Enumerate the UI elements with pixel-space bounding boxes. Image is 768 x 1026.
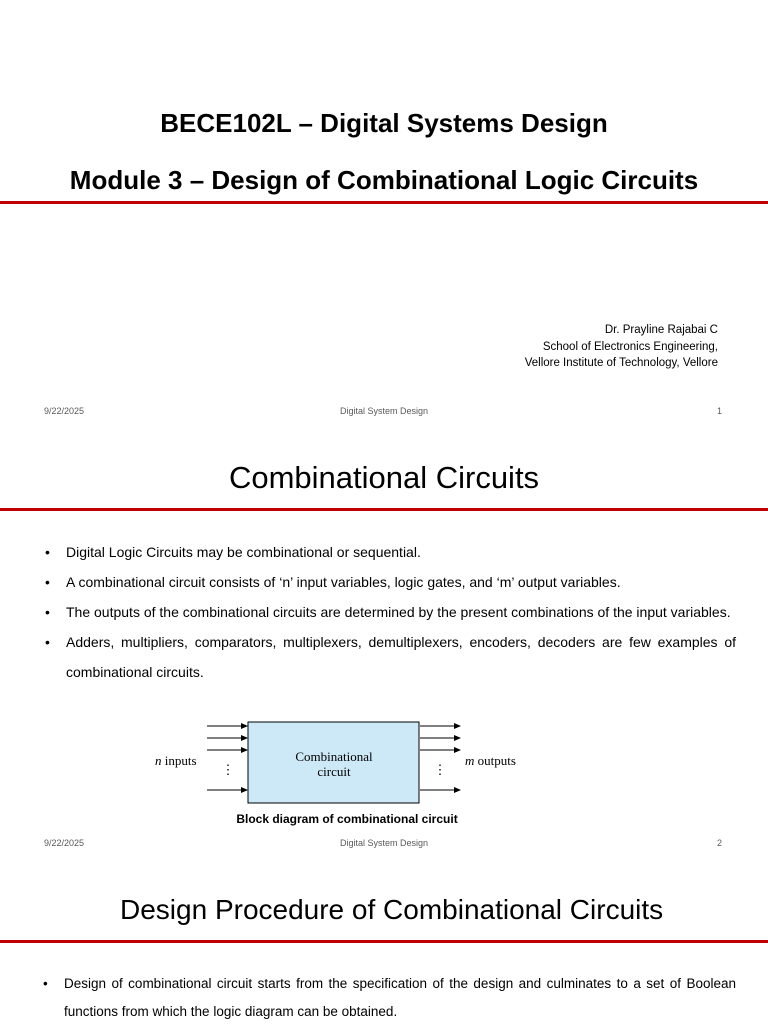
footer-title: Digital System Design [339,838,429,848]
author-institute: Vellore Institute of Technology, Vellore [524,357,718,369]
author-name: Dr. Prayline Rajabai C [604,324,718,336]
course-title: BECE102L – Digital Systems Design [160,108,608,138]
slide-3 [0,864,768,1024]
module-title: Module 3 – Design of Combinational Logic Circuits [69,165,699,195]
input-ellipsis: ⋮ [221,762,235,777]
footer-page-number: 1 [716,406,722,416]
bullet-item: • The outputs of the combinational circuits are determined by the present combinations of the input variables. [42,597,736,627]
inputs-label: n inputs [155,753,197,768]
output-ellipsis: ⋮ [433,762,447,777]
slide-1 [0,0,768,432]
footer-page-number: 2 [716,838,722,848]
title-rule [0,201,768,204]
title-rule [0,940,768,943]
bullet-list [40,970,736,1026]
box-label-line2: circuit [317,764,351,779]
title-rule [0,508,768,511]
outputs-label: m outputs [465,753,516,768]
diagram-caption: Block diagram of combinational circuit [236,812,458,826]
author-block [525,322,718,372]
bullet-item: • Digital Logic Circuits may be combinational or sequential. [42,537,736,567]
footer-date: 9/22/2025 [44,406,85,416]
block-diagram [150,720,530,808]
slide-2 [0,432,768,864]
box-label-line1: Combinational [295,749,373,764]
output-arrows [420,726,460,790]
slide-title: Combinational Circuits [228,460,540,495]
bullet-item: • A combinational circuit consists of ‘n’ input variables, logic gates, and ‘m’ output variables. [42,567,736,597]
bullet-item: • Design of combinational circuit starts from the specification of the design and culminates to a set of Boolean functions from which the logic diagram can be obtained. [40,970,736,1026]
footer-title: Digital System Design [339,406,429,416]
footer-date: 9/22/2025 [44,838,85,848]
bullet-item: • Adders, multipliers, comparators, multiplexers, demultiplexers, encoders, decoders are few examples of combinational circuits. [42,627,736,687]
slide-title: Design Procedure of Combinational Circuits [120,894,664,925]
bullet-list [42,537,736,687]
author-school: School of Electronics Engineering, [542,340,718,353]
input-arrows [207,726,247,790]
